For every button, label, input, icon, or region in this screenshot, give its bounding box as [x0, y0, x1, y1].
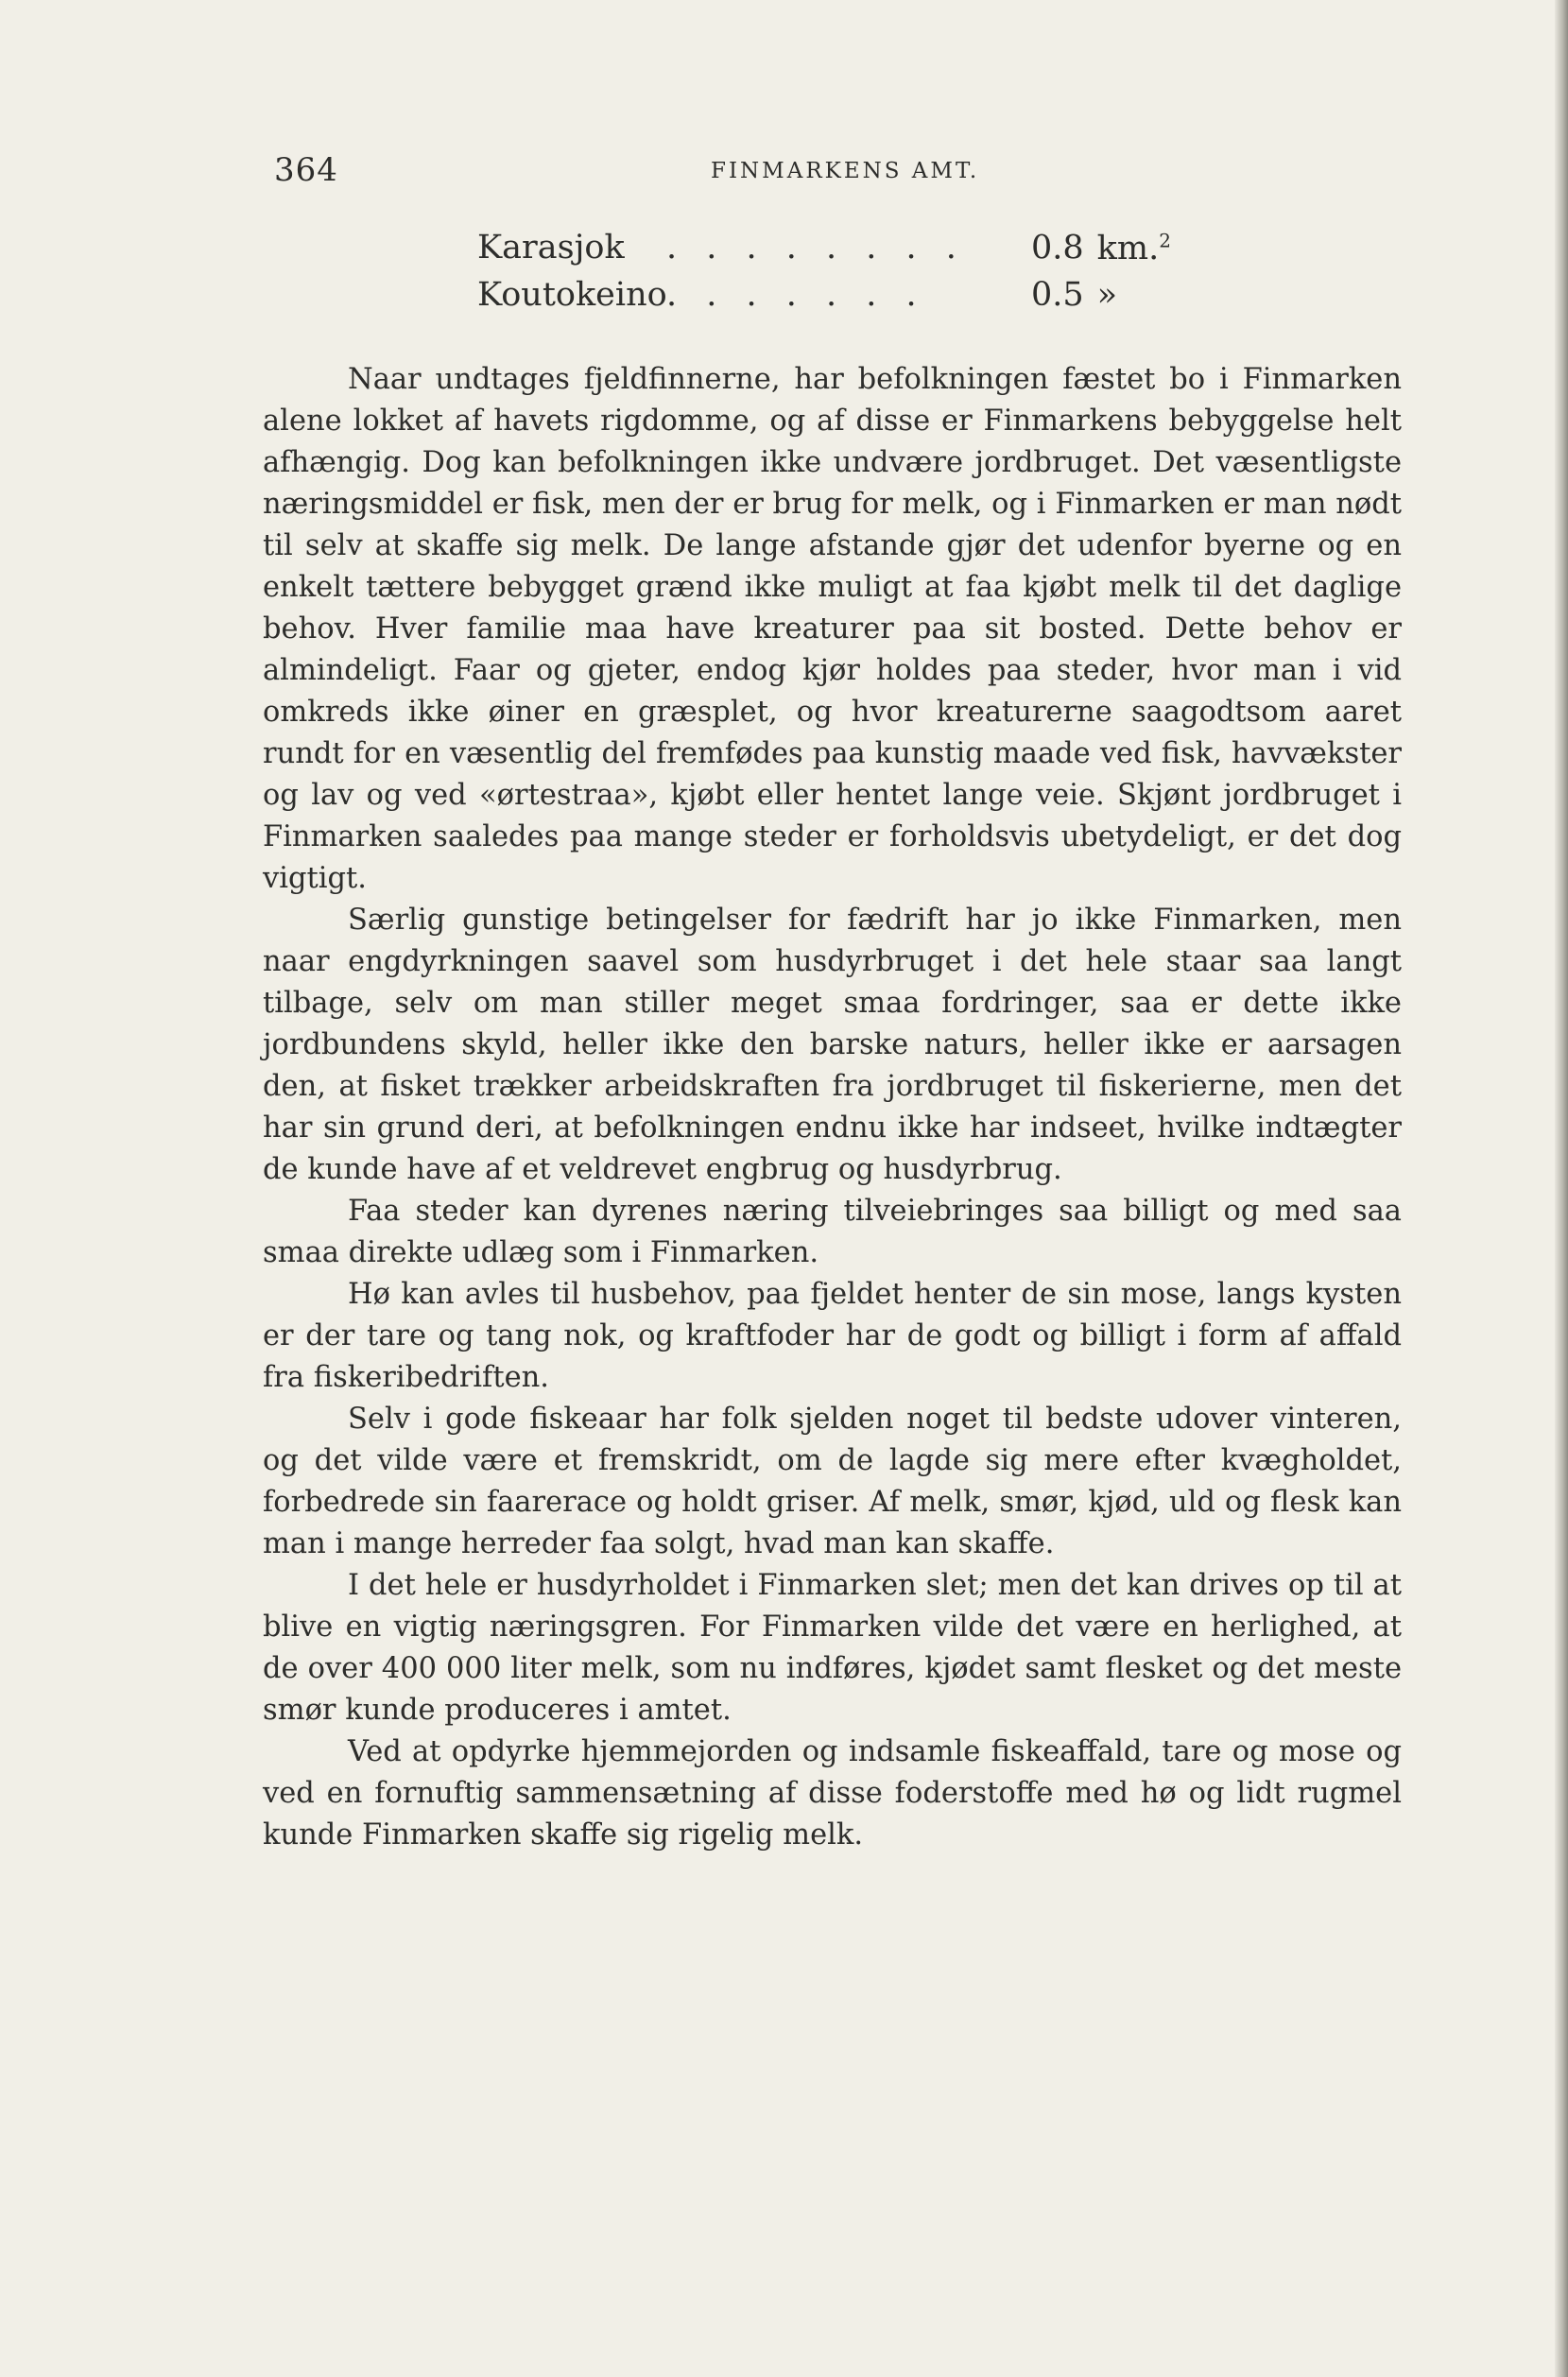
- area-table: [477, 229, 1281, 323]
- area-unit-text: km.: [1096, 229, 1160, 267]
- page-header: [274, 151, 1408, 198]
- area-value-cell: [1024, 276, 1117, 314]
- paragraph: Faa steder kan dyrenes næring tilveiebringes saa billigt og med saa smaa direkte udlæg som i Finmarken.: [263, 1195, 1402, 1269]
- dot-leaders: . . . . . . . .: [666, 229, 966, 267]
- area-row-karasjok: [477, 229, 1281, 276]
- area-unit: [1097, 276, 1117, 314]
- area-value: 0.5: [1031, 276, 1084, 314]
- body-text: [263, 359, 1402, 1856]
- running-head: FINMARKENS AMT.: [711, 159, 980, 183]
- paragraph: Naar undtages fjeldfinnerne, har befolkningen fæstet bo i Finmarken alene lokket af havets rigdomme, og af disse er Finmarkens bebyggelse helt afhængig. Dog kan befolkningen ikke undvære jordbruget. Det væsentligste næringsmiddel er fisk, men der er brug for melk, og i Finmarken er man nødt til selv at skaffe sig melk. De lange afstande gjør det udenfor byerne og en enkelt tættere bebygget grænd ikke muligt at faa kjøbt melk til det daglige behov. Hver familie maa have kreaturer paa sit bosted. Dette behov er almindeligt. Faar og gjeter, endog kjør holdes paa steder, hvor man i vid omkreds ikke øiner en græsplet, og hvor kreaturerne saagodtsom aaret rundt for en væsentlig del fremfødes paa kunstig maade ved fisk, havvækster og lav og ved «ørtestraa», kjøbt eller hentet lange veie. Skjønt jordbruget i Finmarken saaledes paa mange steder er forholdsvis ubetydeligt, er det dog vigtigt.: [263, 363, 1402, 895]
- page-edge-shadow: [1555, 0, 1568, 2377]
- area-unit-superscript: 2: [1159, 229, 1171, 251]
- area-value-cell: [1024, 229, 1171, 267]
- area-unit: [1097, 230, 1171, 267]
- paragraph: Særlig gunstige betingelser for fædrift har jo ikke Finmarken, men naar engdyrkningen saavel som husdyrbruget i det hele staar saa langt tilbage, selv om man stiller meget smaa fordringer, saa er dette ikke jordbundens skyld, heller ikke den barske naturs, heller ikke er aarsagen den, at fisket trækker arbeidskraften fra jordbruget til fiskerierne, men det har sin grund deri, at befolkningen endnu ikke har indseet, hvilke indtægter de kunde have af et veldrevet engbrug og husdyrbrug.: [263, 904, 1402, 1186]
- area-name: Karasjok: [477, 229, 625, 267]
- area-name: Koutokeino: [477, 276, 667, 314]
- paragraph: Hø kan avles til husbehov, paa fjeldet henter de sin mose, langs kysten er der tare og tang nok, og kraftfoder har de godt og billigt i form af affald fra fiskeribedriften.: [263, 1278, 1402, 1394]
- area-row-koutokeino: [477, 276, 1281, 323]
- paragraph: I det hele er husdyrholdet i Finmarken slet; men det kan drives op til at blive en vigtig næringsgren. For Finmarken vilde det være en herlighed, at de over 400 000 liter melk, som nu indføres, kjødet samt flesket og det meste smør kunde produceres i amtet.: [263, 1569, 1402, 1727]
- paragraph: Ved at opdyrke hjemmejorden og indsamle fiskeaffald, tare og mose og ved en fornuftig sammensætning af disse foderstoffe med hø og lidt rugmel kunde Finmarken skaffe sig rigelig melk.: [263, 1735, 1402, 1852]
- dot-leaders: . . . . . . .: [666, 276, 926, 314]
- page-number: 364: [274, 151, 338, 189]
- area-value: 0.8: [1031, 229, 1084, 267]
- area-unit-text: »: [1096, 276, 1118, 314]
- paragraph: Selv i gode fiskeaar har folk sjelden noget til bedste udover vinteren, og det vilde være et fremskridt, om de lagde sig mere efter kvægholdet, forbedrede sin faarerace og holdt griser. Af melk, smør, kjød, uld og flesk kan man i mange herreder faa solgt, hvad man kan skaffe.: [263, 1403, 1402, 1560]
